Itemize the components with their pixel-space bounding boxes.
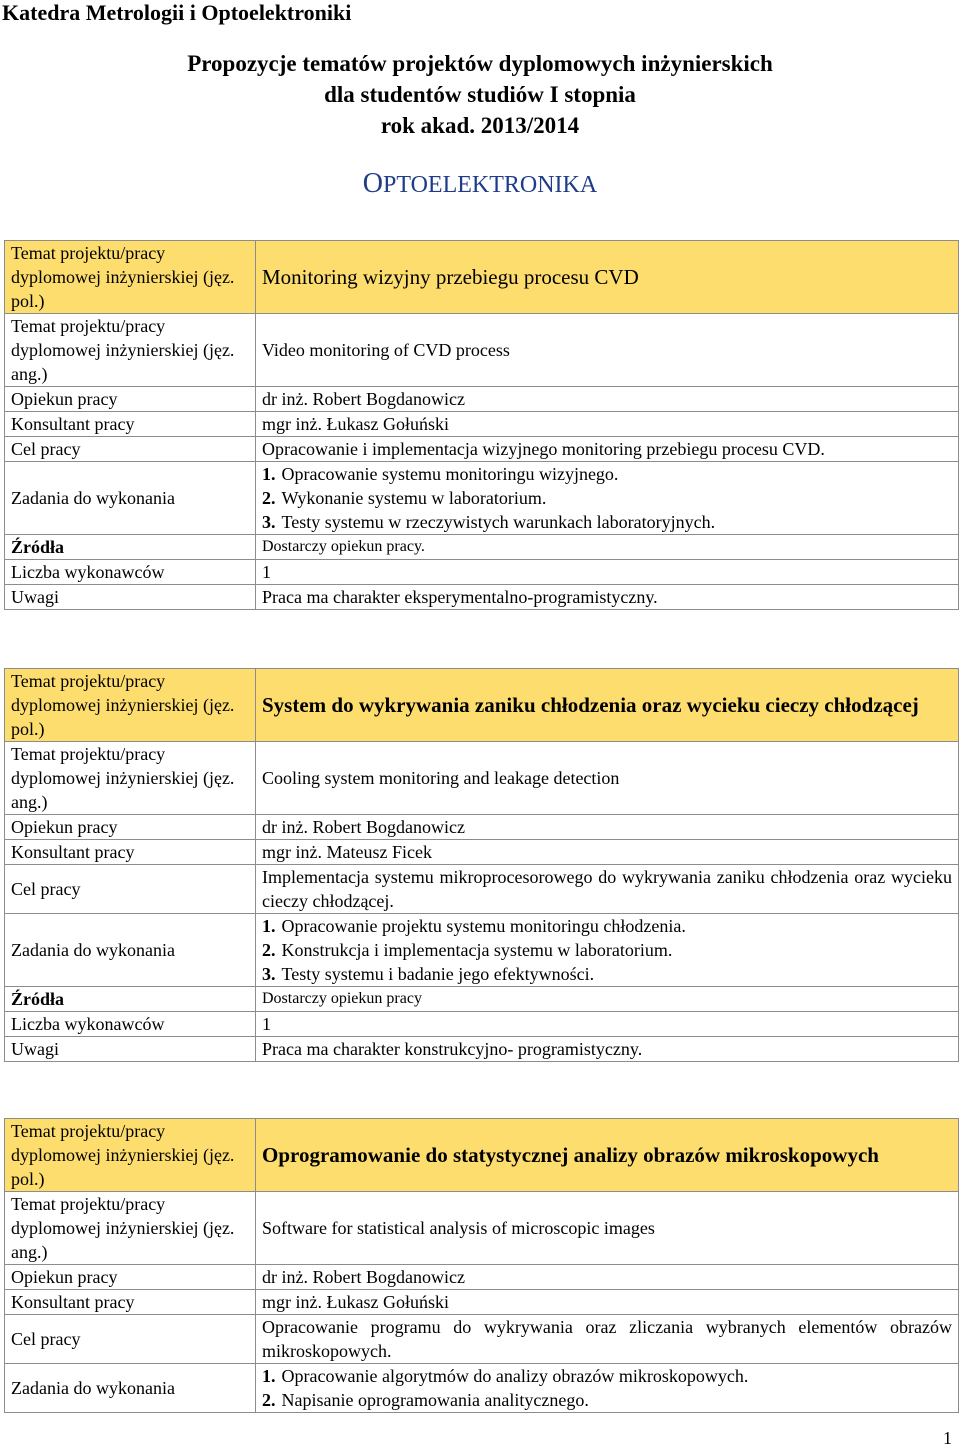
label-topic-pl: Temat projektu/pracy dyplomowej inżynierskiej (jęz. pol.) bbox=[5, 241, 256, 314]
label-tasks: Zadania do wykonania bbox=[5, 914, 256, 987]
label-goal: Cel pracy bbox=[5, 437, 256, 462]
project-goal: Opracowanie i implementacja wizyjnego monitoring przebiegu procesu CVD. bbox=[256, 437, 959, 462]
label-notes: Uwagi bbox=[5, 585, 256, 610]
page-number: 1 bbox=[943, 1428, 952, 1448]
document-heading-line-3: rok akad. 2013/2014 bbox=[380, 113, 580, 138]
project-supervisor: dr inż. Robert Bogdanowicz bbox=[256, 815, 959, 840]
project-table-3 bbox=[4, 1118, 959, 1413]
label-consultant: Konsultant pracy bbox=[5, 1290, 256, 1315]
label-consultant: Konsultant pracy bbox=[5, 412, 256, 437]
project-contractors: 1 bbox=[256, 560, 959, 585]
label-consultant: Konsultant pracy bbox=[5, 840, 256, 865]
label-topic-en: Temat projektu/pracy dyplomowej inżynierskiej (jęz. ang.) bbox=[5, 742, 256, 815]
task-item: 2. Konstrukcja i implementacja systemu w laboratorium. bbox=[262, 940, 673, 960]
project-notes: Praca ma charakter konstrukcyjno- programistyczny. bbox=[256, 1037, 959, 1062]
label-contractors: Liczba wykonawców bbox=[5, 560, 256, 585]
label-contractors: Liczba wykonawców bbox=[5, 1012, 256, 1037]
label-goal: Cel pracy bbox=[5, 1315, 256, 1364]
label-notes: Uwagi bbox=[5, 1037, 256, 1062]
project-title-pl: Monitoring wizyjny przebiegu procesu CVD bbox=[256, 241, 959, 314]
label-topic-pl: Temat projektu/pracy dyplomowej inżynierskiej (jęz. pol.) bbox=[5, 1119, 256, 1192]
project-tasks bbox=[256, 462, 959, 535]
task-item: 3. Testy systemu w rzeczywistych warunkach laboratoryjnych. bbox=[262, 512, 716, 532]
task-item: 3. Testy systemu i badanie jego efektywności. bbox=[262, 964, 595, 984]
label-supervisor: Opiekun pracy bbox=[5, 387, 256, 412]
label-supervisor: Opiekun pracy bbox=[5, 1265, 256, 1290]
label-topic-en: Temat projektu/pracy dyplomowej inżynierskiej (jęz. ang.) bbox=[5, 314, 256, 387]
section-title-rest: PTOELEKTRONIKA bbox=[383, 172, 598, 198]
task-item: 1. Opracowanie algorytmów do analizy obrazów mikroskopowych. bbox=[262, 1366, 749, 1386]
label-topic-en: Temat projektu/pracy dyplomowej inżynierskiej (jęz. ang.) bbox=[5, 1192, 256, 1265]
task-item: 1. Opracowanie systemu monitoringu wizyjnego. bbox=[262, 464, 619, 484]
section-title-initial: O bbox=[362, 168, 383, 199]
project-goal: Implementacja systemu mikroprocesorowego do wykrywania zaniku chłodzenia oraz wycieku cieczy chłodzącej. bbox=[256, 865, 959, 914]
department-name: Katedra Metrologii i Optoelektroniki bbox=[2, 0, 352, 25]
label-goal: Cel pracy bbox=[5, 865, 256, 914]
project-sources: Dostarczy opiekun pracy. bbox=[256, 535, 959, 560]
label-topic-pl: Temat projektu/pracy dyplomowej inżynierskiej (jęz. pol.) bbox=[5, 669, 256, 742]
task-item: 1. Opracowanie projektu systemu monitoringu chłodzenia. bbox=[262, 916, 686, 936]
project-title-en: Cooling system monitoring and leakage detection bbox=[256, 742, 959, 815]
project-table-2 bbox=[4, 668, 959, 1062]
label-tasks: Zadania do wykonania bbox=[5, 1364, 256, 1413]
project-supervisor: dr inż. Robert Bogdanowicz bbox=[256, 387, 959, 412]
label-supervisor: Opiekun pracy bbox=[5, 815, 256, 840]
document-heading-line-1: Propozycje tematów projektów dyplomowych inżynierskich bbox=[187, 51, 773, 76]
project-table-1 bbox=[4, 240, 959, 610]
document-heading-line-2: dla studentów studiów I stopnia bbox=[324, 82, 636, 107]
section-title bbox=[0, 168, 960, 200]
project-consultant: mgr inż. Łukasz Gołuński bbox=[256, 412, 959, 437]
project-title-en: Software for statistical analysis of microscopic images bbox=[256, 1192, 959, 1265]
label-tasks: Zadania do wykonania bbox=[5, 462, 256, 535]
label-sources: Źródła bbox=[5, 987, 256, 1012]
project-goal: Opracowanie programu do wykrywania oraz zliczania wybranych elementów obrazów mikroskopowych. bbox=[256, 1315, 959, 1364]
project-tasks bbox=[256, 914, 959, 987]
project-tasks bbox=[256, 1364, 959, 1413]
task-item: 2. Wykonanie systemu w laboratorium. bbox=[262, 488, 547, 508]
project-title-en: Video monitoring of CVD process bbox=[256, 314, 959, 387]
project-sources: Dostarczy opiekun pracy bbox=[256, 987, 959, 1012]
project-title-pl: Oprogramowanie do statystycznej analizy obrazów mikroskopowych bbox=[256, 1119, 959, 1192]
project-consultant: mgr inż. Łukasz Gołuński bbox=[256, 1290, 959, 1315]
project-consultant: mgr inż. Mateusz Ficek bbox=[256, 840, 959, 865]
project-title-pl: System do wykrywania zaniku chłodzenia oraz wycieku cieczy chłodzącej bbox=[256, 669, 959, 742]
project-contractors: 1 bbox=[256, 1012, 959, 1037]
project-supervisor: dr inż. Robert Bogdanowicz bbox=[256, 1265, 959, 1290]
task-item: 2. Napisanie oprogramowania analitycznego. bbox=[262, 1390, 589, 1410]
label-sources: Źródła bbox=[5, 535, 256, 560]
project-notes: Praca ma charakter eksperymentalno-programistyczny. bbox=[256, 585, 959, 610]
